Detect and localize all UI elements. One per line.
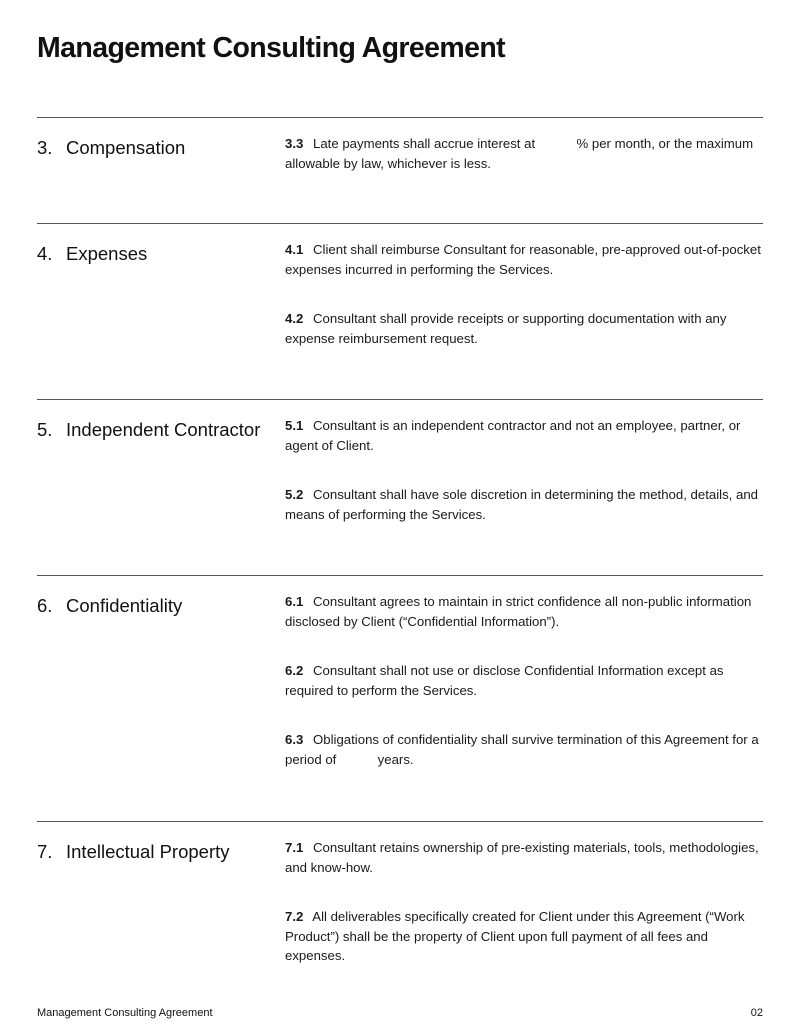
section-title: Confidentiality [66,595,183,616]
clause-list [285,592,763,770]
clause-number: 6.3 [285,732,304,748]
clause-6-3 [285,730,763,769]
clause-text-after-blank: years. [377,751,414,767]
clause-number: 7.2 [285,909,304,925]
clause-number: 4.2 [285,311,304,327]
clause-7-1 [285,838,763,877]
section-heading [37,840,230,864]
clause-5-1 [285,416,763,455]
clause-text: All deliverables specifically created for Client under this Agreement (“Work Product”) shall be the property of Client upon full payment of all fees and expenses. [285,909,745,964]
section-number: 7. [37,841,53,862]
clause-number: 3.3 [285,136,304,151]
section-confidentiality [37,575,763,767]
clause-text: Consultant agrees to maintain in strict confidence all non-public information disclosed by Client (“Confidential Information”). [285,594,752,629]
section-heading [37,418,260,442]
section-expenses [37,223,763,346]
section-number: 6. [37,595,53,616]
clause-list [285,134,763,173]
section-compensation [37,117,763,171]
clause-5-2 [285,485,763,524]
section-title: Independent Contractor [66,419,261,440]
clause-text: Client shall reimburse Consultant for reasonable, pre-approved out-of-pocket expenses incurred in performing the Services. [285,242,761,277]
section-heading [37,242,147,266]
footer-document-title: Management Consulting Agreement [37,1007,213,1019]
section-title: Expenses [66,243,148,264]
section-number: 5. [37,419,53,440]
section-number: 3. [37,137,53,158]
clause-text-before-blank: Late payments shall accrue interest at [313,136,536,151]
section-heading [37,594,182,618]
clause-number: 4.1 [285,242,304,257]
clause-number: 5.1 [285,418,304,433]
clause-text: Consultant shall not use or disclose Confidential Information except as required to perform the Services. [285,663,724,698]
clause-list [285,416,763,524]
clause-number: 5.2 [285,487,304,503]
section-title: Intellectual Property [66,841,230,862]
clause-text: Consultant shall have sole discretion in determining the method, details, and means of performing the Services. [285,487,758,522]
clause-4-1 [285,240,763,279]
clause-6-2 [285,661,763,700]
clause-list [285,240,763,348]
clause-number: 6.1 [285,594,304,609]
section-title: Compensation [66,137,186,158]
clause-3-3 [285,134,763,173]
section-independent-contractor [37,399,763,522]
clause-list [285,838,763,966]
clause-6-1 [285,592,763,631]
clause-4-2 [285,309,763,348]
footer-page-number: 02 [750,1007,763,1019]
clause-7-2 [285,907,763,966]
clause-text-before-blank: Obligations of confidentiality shall survive termination of this Agreement for a period of [285,732,759,767]
section-heading [37,136,185,160]
clause-text: Consultant retains ownership of pre-existing materials, tools, methodologies, and know-how. [285,840,759,875]
clause-text: Consultant shall provide receipts or supporting documentation with any expense reimbursement request. [285,311,727,346]
clause-number: 7.1 [285,840,304,855]
clause-text-after-blank: % per month, or the maximum allowable by law, whichever is less. [285,136,754,171]
clause-text: Consultant is an independent contractor and not an employee, partner, or agent of Client. [285,418,741,453]
section-intellectual-property [37,821,763,964]
section-number: 4. [37,243,53,264]
clause-number: 6.2 [285,663,304,679]
page-title: Management Consulting Agreement [37,32,506,64]
